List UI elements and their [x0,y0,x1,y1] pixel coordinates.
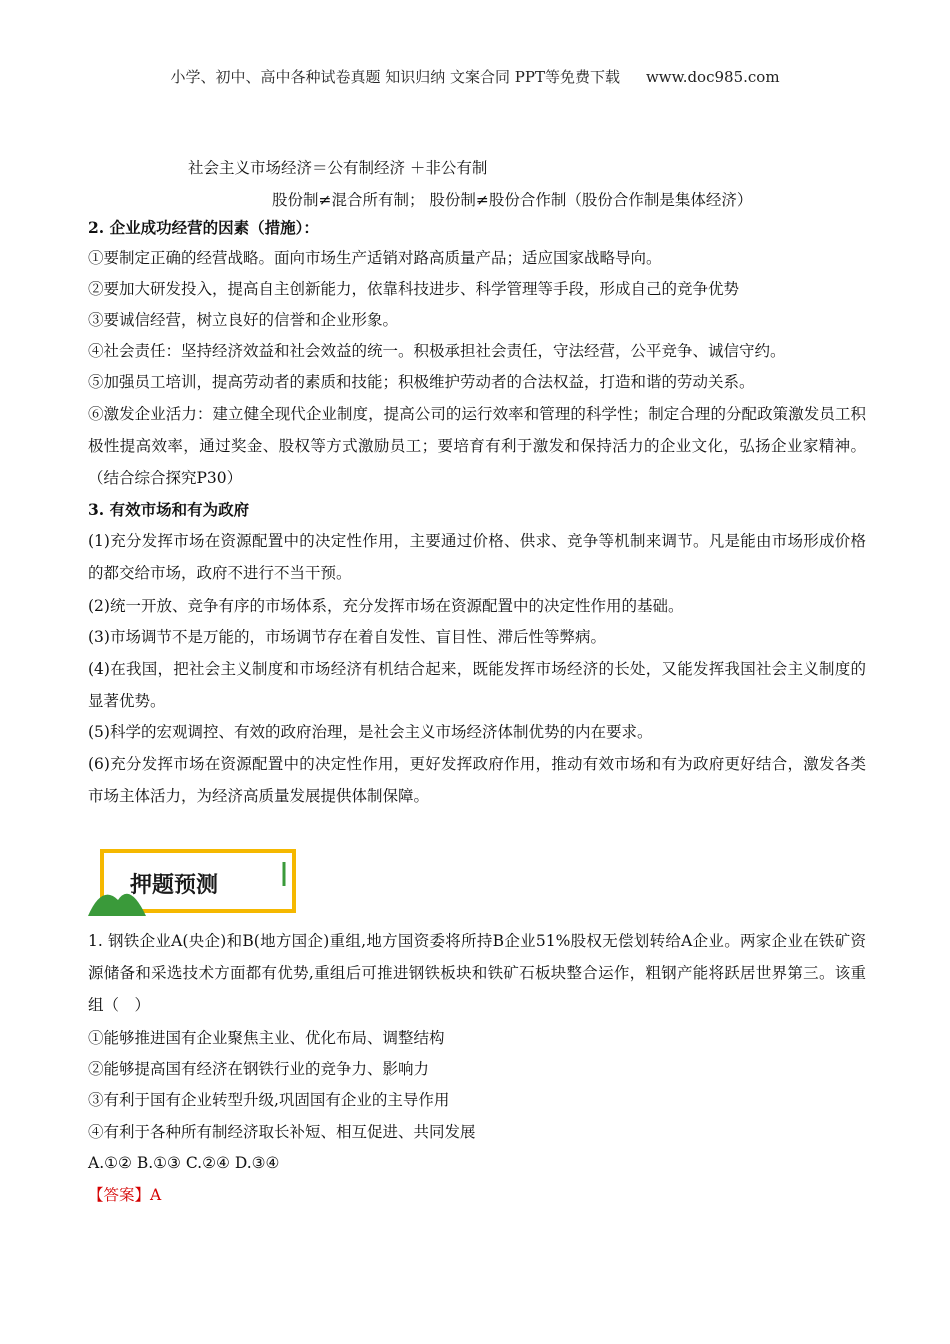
question-stem: 1. 钢铁企业A(央企)和B(地方国企)重组,地方国资委将所持B企业51%股权无偿划转给A企业。两家企业在铁矿资源储备和采选技术方面都有优势,重组后可推进钢铁板块和铁矿石板块整合运作，粗钢产能将跃居世界第三。该重组（ ） [88,932,866,1014]
section-2-item-6: ⑥激发企业活力：建立健全现代企业制度，提高公司的运行效率和管理的科学性；制定合理的分配政策激发员工积极性提高效率，通过奖金、股权等方式激励员工；要培育有利于激发和保持活力的企业文化，弘扬企业家精神。（结合综合探究P30） [88,405,866,487]
question-choices: A.①② B.①③ C.②④ D.③④ [88,1154,280,1172]
question-option-2: ②能够提高国有经济在钢铁行业的竞争力、影响力 [88,1060,430,1078]
answer-label: 【答案】 [88,1186,151,1204]
section-2-item-3: ③要诚信经营，树立良好的信誉和企业形象。 [88,311,399,329]
prediction-banner [88,848,298,918]
question-option-4: ④有利于各种所有制经济取长补短、相互促进、共同发展 [88,1123,476,1141]
question-option-1: ①能够推进国有企业聚焦主业、优化布局、调整结构 [88,1029,445,1047]
section-3-item-4: (4)在我国，把社会主义制度和市场经济有机结合起来，既能发挥市场经济的长处，又能发挥我国社会主义制度的显著优势。 [88,660,866,710]
section-3-item-3: (3)市场调节不是万能的，市场调节存在着自发性、盲目性、滞后性等弊病。 [88,628,606,646]
section-2-item-5: ⑤加强员工培训，提高劳动者的素质和技能；积极维护劳动者的合法权益，打造和谐的劳动关系。 [88,373,755,391]
section-2-title: 2. 企业成功经营的因素（措施）： [88,218,319,237]
section-3-item-2: (2)统一开放、竞争有序的市场体系，充分发挥市场在资源配置中的决定性作用的基础。 [88,597,684,615]
formula-line-2: 股份制≠混合所有制； 股份制≠股份合作制（股份合作制是集体经济） [272,191,753,209]
answer-line [88,1179,866,1211]
page-header [0,66,950,87]
formula-line-1: 社会主义市场经济＝公有制经济 ＋非公有制 [188,159,488,177]
section-3-item-5: (5)科学的宏观调控、有效的政府治理，是社会主义市场经济体制优势的内在要求。 [88,723,653,741]
section-3-item-1: (1)充分发挥市场在资源配置中的决定性作用，主要通过价格、供求、竞争等机制来调节。凡是能由市场形成价格的都交给市场，政府不进行不当干预。 [88,532,866,582]
header-site-link[interactable]: www.doc985.com [645,68,780,86]
question-option-3: ③有利于国有企业转型升级,巩固国有企业的主导作用 [88,1091,450,1109]
section-3-item-6: (6)充分发挥市场在资源配置中的决定性作用，更好发挥政府作用，推动有效市场和有为政府更好结合，激发各类市场主体活力，为经济高质量发展提供体制保障。 [88,755,866,805]
section-2-item-1: ①要制定正确的经营战略。面向市场生产适销对路高质量产品；适应国家战略导向。 [88,249,662,267]
section-3-title: 3. 有效市场和有为政府 [88,500,250,519]
header-text: 小学、初中、高中各种试卷真题 知识归纳 文案合同 PPT等免费下载 [170,68,620,86]
section-2-item-4: ④社会责任：坚持经济效益和社会效益的统一。积极承担社会责任，守法经营，公平竞争、诚信守约。 [88,342,786,360]
answer-value: A [150,1186,162,1204]
banner-label: 押题预测 [130,873,219,898]
section-2-item-2: ②要加大研发投入，提高自主创新能力，依靠科技进步、科学管理等手段，形成自己的竞争优势 [88,280,740,298]
